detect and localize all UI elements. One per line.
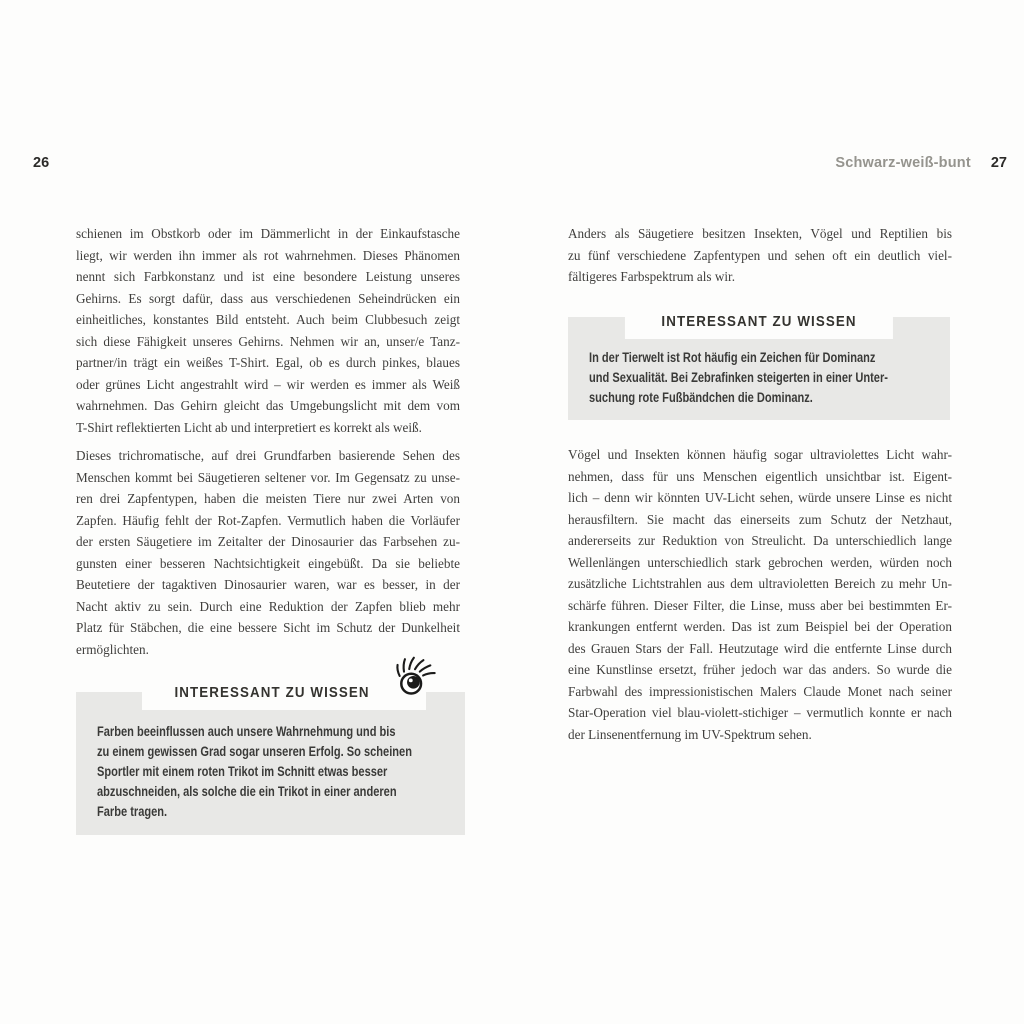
eye-icon (392, 653, 438, 701)
left-page-paragraph-1: schienen im Obstkorb oder im Dämmerlicht in der Einkaufstasche liegt, wir werden ihn immer als rot wahrnehmen. Dieses Phänomen nennt sich Farbkonstanz und ist eine besondere Leistung unseres Gehirns. Es sorgt dafür, dass aus verschiedenen Seheindrücken ein einheitliches, konstantes Bild entsteht. Auch beim Clubbesuch zeigt sich diese Fähigkeit unseres Gehirns. Nehmen wir an, unser/e Tanz- partner/in trägt ein weißes T-Shirt. Egal, ob es durch pinkes, blaues oder grünes Licht angestrahlt wird – wir werden es immer als Weiß wahrnehmen. Das Gehirn gleicht das Umgebungslicht mit dem vom T-Shirt reflektierten Licht ab und interpretiert es korrekt als weiß. (76, 226, 460, 435)
right-page-intro-paragraph: Anders als Säugetiere besitzen Insekten, Vögel und Reptilien bis zu fünf verschiedene Zapfentypen und sehen oft ein deutlich viel- fältigeres Farbspektrum als wir. (568, 226, 952, 284)
left-infobox-text: Farben beeinflussen auch unsere Wahrnehmung und bis zu einem gewissen Grad sogar unseren Erfolg. So scheinen Sportler mit einem roten Trikot im Schnitt etwas besser abzuschneiden, als solche die ein Trikot in einer anderen Farbe tragen. (97, 724, 412, 819)
left-page-paragraph-2: Dieses trichromatische, auf drei Grundfarben basierende Sehen des Menschen kommt bei Säugetieren seltener vor. Im Gegensatz zu unse- ren drei Zapfentypen, haben die meisten Tiere nur zwei Arten von Zapfen. Häufig fehlt der Rot-Zapfen. Vermutlich haben die Vorläufer der ersten Säugetiere im Zeitalter der Dinosaurier das Farbsehen zu- gunsten einer besseren Nachtsichtigkeit eingebüßt. Da sie beliebte Beutetiere der tagaktiven Dinosaurier waren, war es besser, in der Nacht aktiv zu sein. Durch eine Reduktion der Zapfen blieb mehr Platz für Stäbchen, die eine bessere Sicht im Schutz der Dunkelheit ermöglichten. (76, 448, 460, 657)
left-infobox-heading (142, 685, 426, 710)
right-running-head (835, 155, 1007, 171)
right-infobox-heading-text: INTERESSANT ZU WISSEN (661, 314, 857, 330)
right-page-number: 27 (990, 155, 1007, 171)
right-page-main-paragraph: Vögel und Insekten können häufig sogar ultraviolettes Licht wahr- nehmen, dass für uns Menschen eigentlich unsichtbar ist. Eigent- lich – denn wir könnten UV-Licht sehen, würde unsere Linse es nicht herausfiltern. Sie macht das einerseits zum Schutz der Netzhaut, andererseits zur Reduktion von Streulicht. Da unterschiedlich lange Wellenlängen unterschiedlich stark gebrochen werden, würden noch zusätzliche Lichtstrahlen aus dem ultravioletten Bereich zu mehr Un- schärfe führen. Dieser Filter, die Linse, muss aber bei bestimmten Er- krankungen entfernt werden. Das ist zum Beispiel bei der Operation des Grauen Stars der Fall. Heutzutage wird die entfernte Linse durch eine Kunstlinse ersetzt, früher jedoch war das anders. So wurde die Farbwahl des impressionistischen Malers Claude Monet nach seiner Star-Operation viel blau-violett-stichiger – vermutlich konnte er nach der Linsenentfernung im UV-Spektrum sehen. (568, 447, 952, 742)
left-page-number: 26 (33, 155, 50, 171)
left-infobox-heading-text: INTERESSANT ZU WISSEN (174, 685, 370, 701)
right-infobox-heading (625, 314, 893, 339)
right-infobox-text: In der Tierwelt ist Rot häufig ein Zeichen für Dominanz und Sexualität. Bei Zebrafinken steigerten in einer Unter- suchung rote Fußbändchen die Dominanz. (589, 350, 888, 405)
chapter-title: Schwarz-weiß-bunt (835, 155, 971, 171)
right-infobox (568, 314, 950, 420)
left-infobox (76, 685, 465, 835)
